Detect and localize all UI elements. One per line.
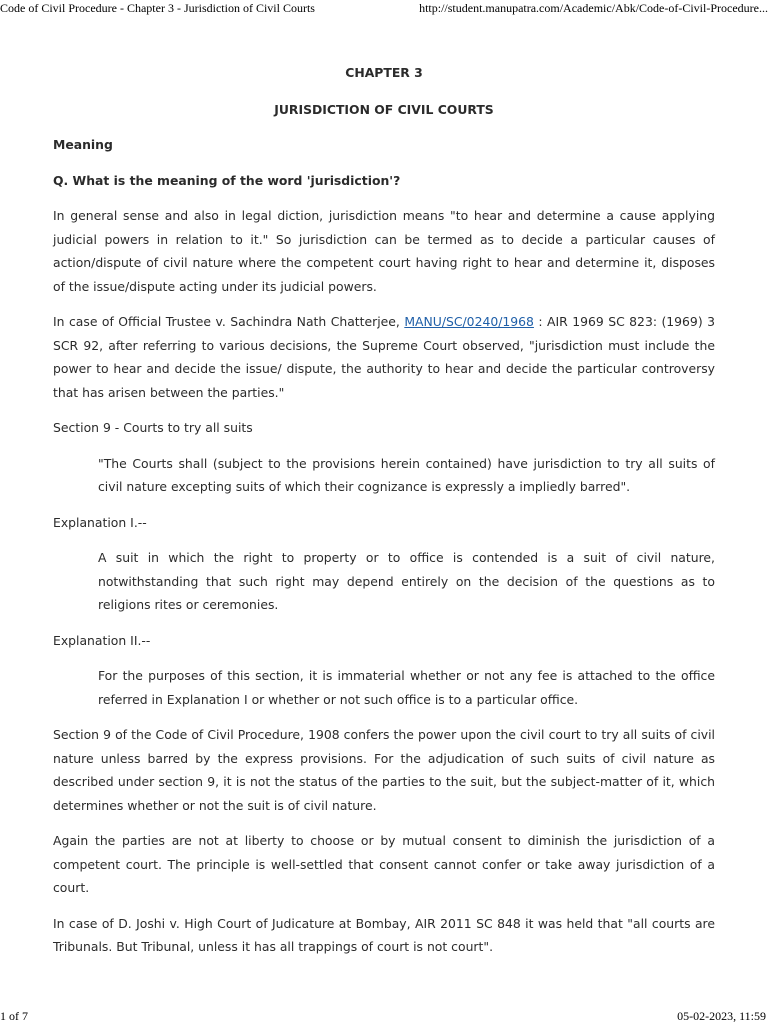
paragraph-jurisdiction-definition: In general sense and also in legal diction, jurisdiction means "to hear and determine a cause applying judicial powers in relation to it." So jurisdiction can be termed as to decide a particular causes of action/dispute of civil nature where the competent court having right to hear and determine it, disposes of the issue/dispute acting under its judicial powers. <box>53 208 715 294</box>
section-heading-meaning: Meaning <box>53 137 113 152</box>
print-footer <box>0 1009 768 1024</box>
document-body <box>53 58 715 959</box>
print-header-url: http://student.manupatra.com/Academic/Abk/Code-of-Civil-Procedure... <box>419 1 768 15</box>
section9-quote: "The Courts shall (subject to the provisions herein contained) have jurisdiction to try all suits of civil nature excepting suits of which their cognizance is expressly a impliedly barred". <box>98 455 715 494</box>
case-citation-link[interactable]: MANU/SC/0240/1968 <box>404 314 534 329</box>
chapter-title: JURISDICTION OF CIVIL COURTS <box>274 101 494 117</box>
explanation2-heading: Explanation II.-- <box>53 632 151 648</box>
explanation1-heading: Explanation I.-- <box>53 514 147 530</box>
question-heading: Q. What is the meaning of the word 'jurisdiction'? <box>53 172 401 188</box>
paragraph-consent-jurisdiction: Again the parties are not at liberty to choose or by mutual consent to diminish the jurisdiction of a competent court. The principle is well-settled that consent cannot confer or take away jurisdiction of a court. <box>53 833 715 895</box>
explanation1-text: A suit in which the right to property or to office is contended is a suit of civil nature, notwithstanding that such right may depend entirely on the decision of the questions as to religions rites or ceremonies. <box>98 550 715 612</box>
paragraph-section9-power: Section 9 of the Code of Civil Procedure, 1908 confers the power upon the civil court to try all suits of civil nature unless barred by the express provisions. For the adjudication of such suits of civil nature as described under section 9, it is not the status of the parties to the suit, but the subject-matter of it, which determines whether or not the suit is of civil nature. <box>53 727 715 813</box>
paragraph-official-trustee-case <box>53 310 715 404</box>
paragraph-joshi-case: In case of D. Joshi v. High Court of Judicature at Bombay, AIR 2011 SC 848 it was held that "all courts are Tribunals. But Tribunal, unless it has all trappings of court is not court". <box>53 915 715 954</box>
chapter-number: CHAPTER 3 <box>345 65 423 80</box>
case-text-after-link: : AIR 1969 SC 823: (1969) 3 SCR 92, after referring to various decisions, the Supreme Court observed, "jurisdiction must include the power to hear and decide the issue/ dispute, the authority to hear and decide the particular controversy that has arisen between the parties." <box>53 314 715 400</box>
page-count: 1 of 7 <box>0 1009 28 1023</box>
print-datetime: 05-02-2023, 11:59 <box>677 1009 766 1023</box>
print-header-title: Code of Civil Procedure - Chapter 3 - Jurisdiction of Civil Courts <box>0 1 315 15</box>
print-header <box>0 1 768 17</box>
section9-heading: Section 9 - Courts to try all suits <box>53 420 253 435</box>
case-text-before-link: In case of Official Trustee v. Sachindra Nath Chatterjee, <box>53 314 405 329</box>
explanation2-text: For the purposes of this section, it is immaterial whether or not any fee is attached to the office referred in Explanation I or whether or not such office is to a particular office. <box>98 668 715 707</box>
